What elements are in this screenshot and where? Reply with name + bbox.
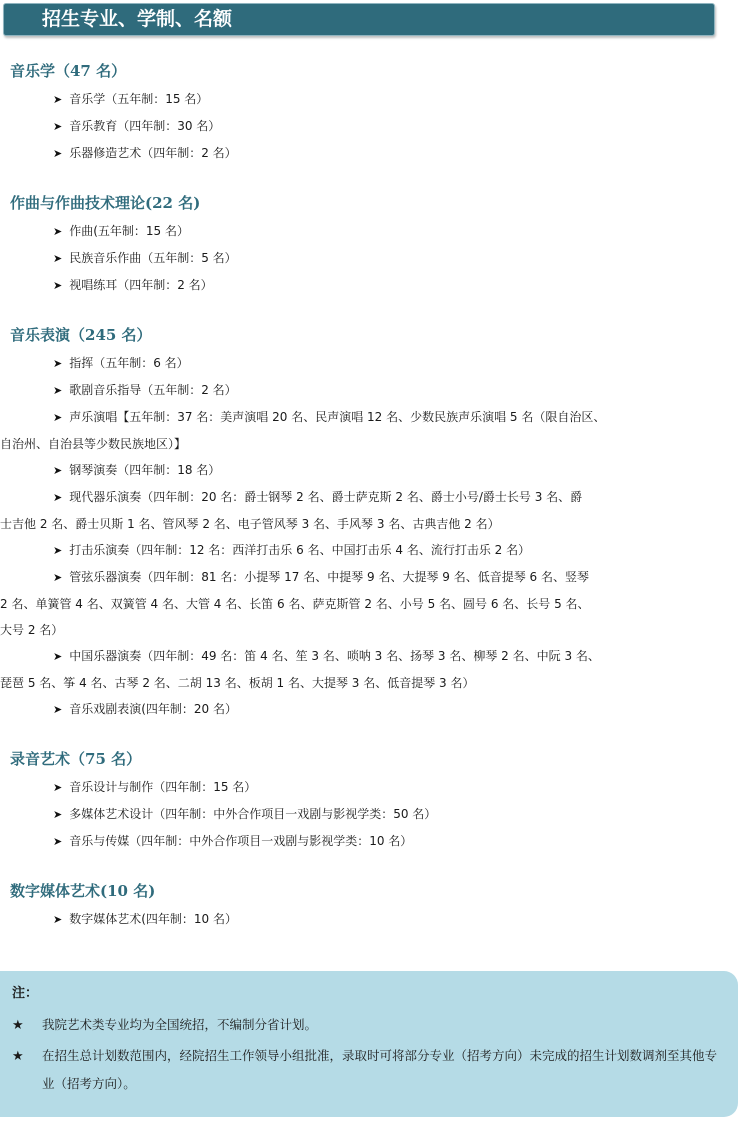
arrow-bullet-icon: ➤ (53, 491, 63, 504)
majors-list (0, 58, 745, 956)
list-item: ➤ 管弦乐器演奏（四年制：81 名：小提琴 17 名、中提琴 9 名、大提琴 9 名、低音提琴 6 名、竖琴 (53, 570, 589, 584)
list-item: ➤ 现代器乐演奏（四年制：20 名：爵士钢琴 2 名、爵士萨克斯 2 名、爵士小号/爵士长号 3 名、爵 (53, 490, 583, 504)
note-item: ★ 我院艺术类专业均为全国统招，不编制分省计划。 (12, 1011, 722, 1040)
list-item: ➤ 歌剧音乐指导（五年制：2 名） (53, 383, 237, 397)
notes-label: 注： (12, 986, 39, 1001)
arrow-bullet-icon: ➤ (53, 384, 63, 397)
list-item: ➤ 作曲(五年制：15 名） (53, 224, 189, 238)
arrow-bullet-icon: ➤ (53, 279, 63, 292)
arrow-bullet-icon: ➤ (53, 464, 63, 477)
list-item: ➤ 数字媒体艺术(四年制：10 名） (53, 912, 237, 926)
notes-box (0, 971, 738, 1117)
arrow-bullet-icon: ➤ (53, 225, 63, 238)
section-title: 音乐表演（245 名） (10, 326, 152, 344)
section-recording-arts (0, 746, 745, 855)
arrow-bullet-icon: ➤ (53, 808, 63, 821)
star-icon: ★ (12, 1049, 24, 1064)
arrow-bullet-icon: ➤ (53, 913, 63, 926)
arrow-bullet-icon: ➤ (53, 93, 63, 106)
list-item-continuation: 琵琶 5 名、筝 4 名、古琴 2 名、二胡 13 名、板胡 1 名、大提琴 3 名、低音提琴 3 名） (0, 676, 475, 690)
section-musicology (0, 58, 745, 167)
list-item: ➤ 乐器修造艺术（四年制：2 名） (53, 146, 237, 160)
section-digital-media (0, 878, 745, 933)
list-item: ➤ 多媒体艺术设计（四年制：中外合作项目一戏剧与影视学类：50 名） (53, 807, 437, 821)
arrow-bullet-icon: ➤ (53, 835, 63, 848)
arrow-bullet-icon: ➤ (53, 650, 63, 663)
list-item: ➤ 音乐学（五年制：15 名） (53, 92, 209, 106)
list-item: ➤ 音乐戏剧表演(四年制：20 名） (53, 702, 237, 716)
note-item: ★ 在招生总计划数范围内，经院招生工作领导小组批准，录取时可将部分专业（招考方向）未完成的招生计划数调剂至其他专业（招考方向）。 (12, 1042, 722, 1098)
arrow-bullet-icon: ➤ (53, 571, 63, 584)
arrow-bullet-icon: ➤ (53, 703, 63, 716)
arrow-bullet-icon: ➤ (53, 411, 63, 424)
list-item-continuation: 2 名、单簧管 4 名、双簧管 4 名、大管 4 名、长笛 6 名、萨克斯管 2 名、小号 5 名、圆号 6 名、长号 5 名、 (0, 597, 590, 611)
arrow-bullet-icon: ➤ (53, 147, 63, 160)
list-item: ➤ 指挥（五年制：6 名） (53, 356, 189, 370)
list-item: ➤ 音乐与传媒（四年制：中外合作项目一戏剧与影视学类：10 名） (53, 834, 413, 848)
arrow-bullet-icon: ➤ (53, 544, 63, 557)
star-icon: ★ (12, 1018, 24, 1033)
section-title: 音乐学（47 名） (10, 62, 127, 80)
list-item: ➤ 民族音乐作曲（五年制：5 名） (53, 251, 237, 265)
list-item: ➤ 声乐演唱【五年制：37 名：美声演唱 20 名、民声演唱 12 名、少数民族声乐演唱 5 名（限自治区、 (53, 410, 606, 424)
list-item: ➤ 音乐教育（四年制：30 名） (53, 119, 221, 133)
section-title: 录音艺术（75 名） (10, 750, 142, 768)
section-performance (0, 322, 745, 723)
arrow-bullet-icon: ➤ (53, 781, 63, 794)
page-title: 招生专业、学制、名额 (42, 8, 233, 30)
list-item-continuation: 士吉他 2 名、爵士贝斯 1 名、管风琴 2 名、电子管风琴 3 名、手风琴 3 名、古典吉他 2 名） (0, 517, 500, 531)
list-item-continuation: 自治州、自治县等少数民族地区）】 (0, 437, 187, 451)
section-composition (0, 190, 745, 299)
list-item: ➤ 中国乐器演奏（四年制：49 名：笛 4 名、笙 3 名、唢呐 3 名、扬琴 3 名、柳琴 2 名、中阮 3 名、 (53, 649, 600, 663)
list-item: ➤ 钢琴演奏（四年制：18 名） (53, 463, 221, 477)
section-title: 数字媒体艺术(10 名) (10, 882, 156, 900)
arrow-bullet-icon: ➤ (53, 120, 63, 133)
list-item: ➤ 音乐设计与制作（四年制：15 名） (53, 780, 257, 794)
list-item: ➤ 视唱练耳（四年制：2 名） (53, 278, 213, 292)
list-item: ➤ 打击乐演奏（四年制：12 名：西洋打击乐 6 名、中国打击乐 4 名、流行打击乐 2 名） (53, 543, 531, 557)
arrow-bullet-icon: ➤ (53, 252, 63, 265)
list-item-continuation: 大号 2 名） (0, 623, 64, 637)
header-banner (3, 3, 715, 36)
arrow-bullet-icon: ➤ (53, 357, 63, 370)
section-title: 作曲与作曲技术理论(22 名) (10, 194, 201, 212)
